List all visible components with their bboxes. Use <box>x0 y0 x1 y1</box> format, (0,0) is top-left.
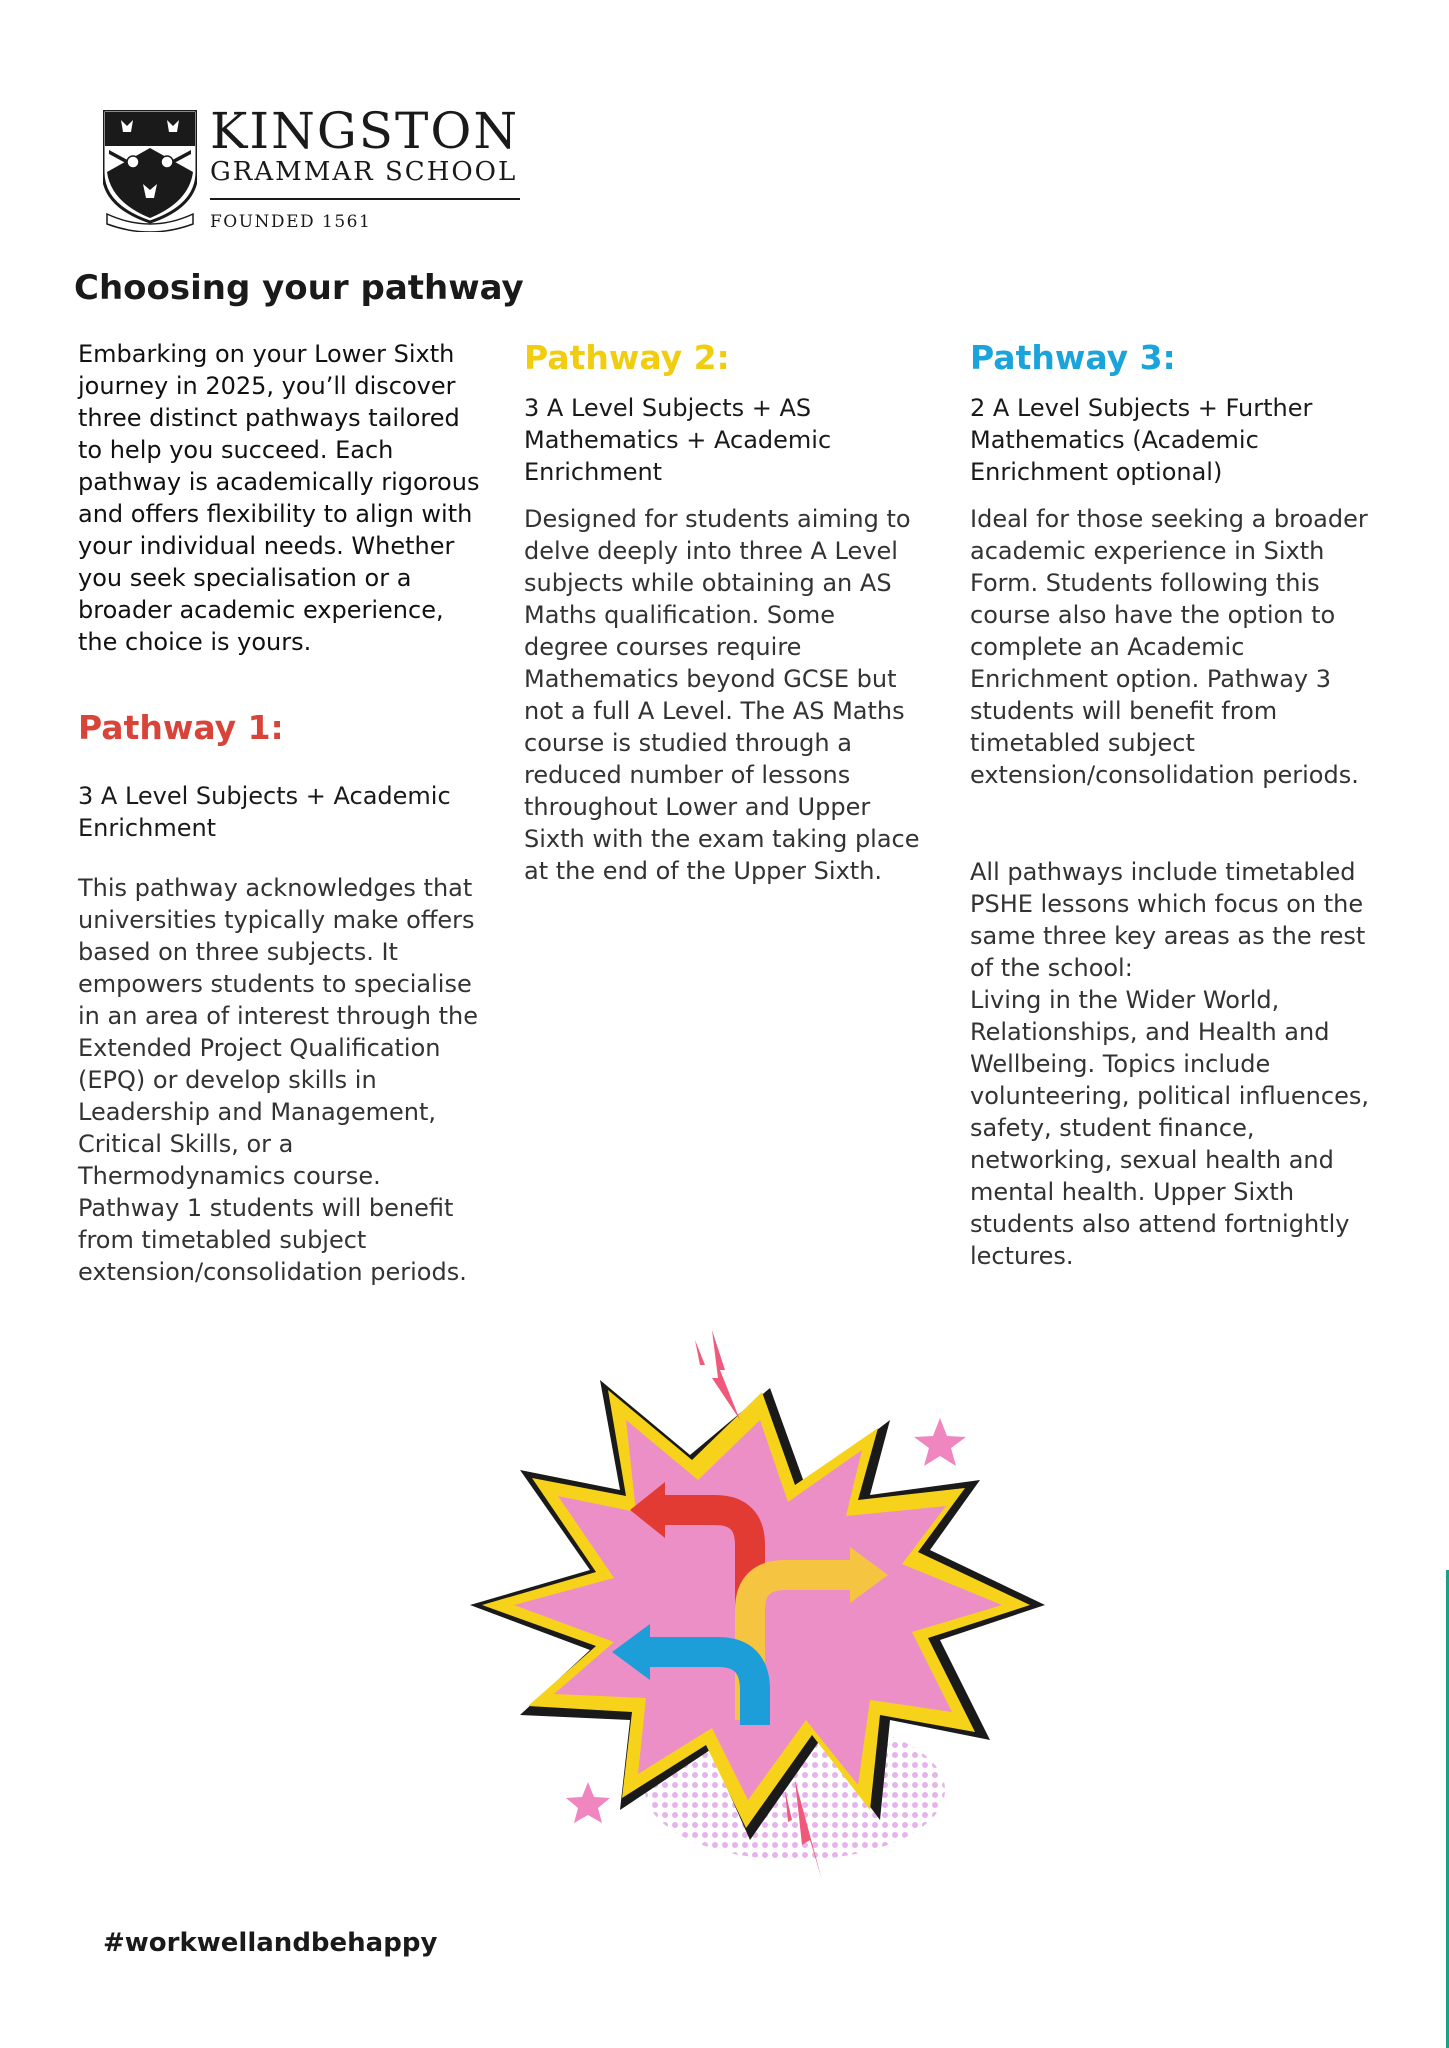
pathway-arrows-illustration <box>450 1320 1070 1900</box>
star-icon <box>914 1418 966 1466</box>
pshe-section <box>970 856 1390 1272</box>
pathway2-body: Designed for students aiming to delve deeply into three A Level subjects while obtaining an AS Maths qualification. Some degree courses require Mathematics beyond GCSE but not a full A Level. The AS Maths course is studied through a reduced number of lessons throughout Lower and Upper Sixth with the exam taking place at the end of the Upper Sixth. <box>524 505 920 885</box>
page-title: Choosing your pathway <box>74 268 524 308</box>
pshe-intro: All pathways include timetabled PSHE lessons which focus on the same three key areas as the rest of the school: <box>970 858 1366 982</box>
pathway3-heading: Pathway 3: <box>970 338 1176 377</box>
pathway2-heading: Pathway 2: <box>524 338 730 377</box>
logo-divider <box>210 198 520 200</box>
pshe-body: Living in the Wider World, Relationships, and Health and Wellbeing. Topics include volunteering, political influences, safety, student finance, networking, sexual health and mental health. Upper Sixth students also attend fortnightly lectures. <box>970 986 1369 1270</box>
school-name-line2: GRAMMAR SCHOOL <box>210 157 518 187</box>
hashtag: #workwellandbehappy <box>103 1928 438 1958</box>
pathway1-body: This pathway acknowledges that universities typically make offers based on three subjects. It empowers students to specialise in an area of interest through the Extended Project Qualification (EPQ) or develop skills in Leadership and Management, Critical Skills, or a Thermodynamics course. Pathway 1 students will benefit from timetabled subject extension/consolidation periods. <box>78 874 478 1286</box>
school-name-line1: KINGSTON <box>210 102 520 160</box>
school-logo <box>103 102 523 238</box>
pathway1-heading: Pathway 1: <box>78 708 284 747</box>
pathway3-body: Ideal for those seeking a broader academic experience in Sixth Form. Students following this course also have the option to complete an Academic Enrichment option. Pathway 3 students will benefit from timetabled subject extension/consolidation periods. <box>970 505 1368 789</box>
school-crest-icon <box>103 110 197 232</box>
pathway1-subtitle: 3 A Level Subjects + Academic Enrichment <box>78 782 451 842</box>
star-icon <box>566 1782 610 1823</box>
pathway3-subtitle: 2 A Level Subjects + Further Mathematics (Academic Enrichment optional) <box>970 394 1313 486</box>
founded-text: FOUNDED 1561 <box>210 212 372 232</box>
lightning-icon <box>695 1340 705 1365</box>
intro-paragraph: Embarking on your Lower Sixth journey in 2025, you’ll discover three distinct pathways tailored to help you succeed. Each pathway is academically rigorous and offers flexibility to align with your individual needs. Whether you seek specialisation or a broader academic experience, the choice is yours. <box>78 340 480 656</box>
pathway2-subtitle: 3 A Level Subjects + AS Mathematics + Academic Enrichment <box>524 394 832 486</box>
lightning-icon <box>712 1330 740 1420</box>
